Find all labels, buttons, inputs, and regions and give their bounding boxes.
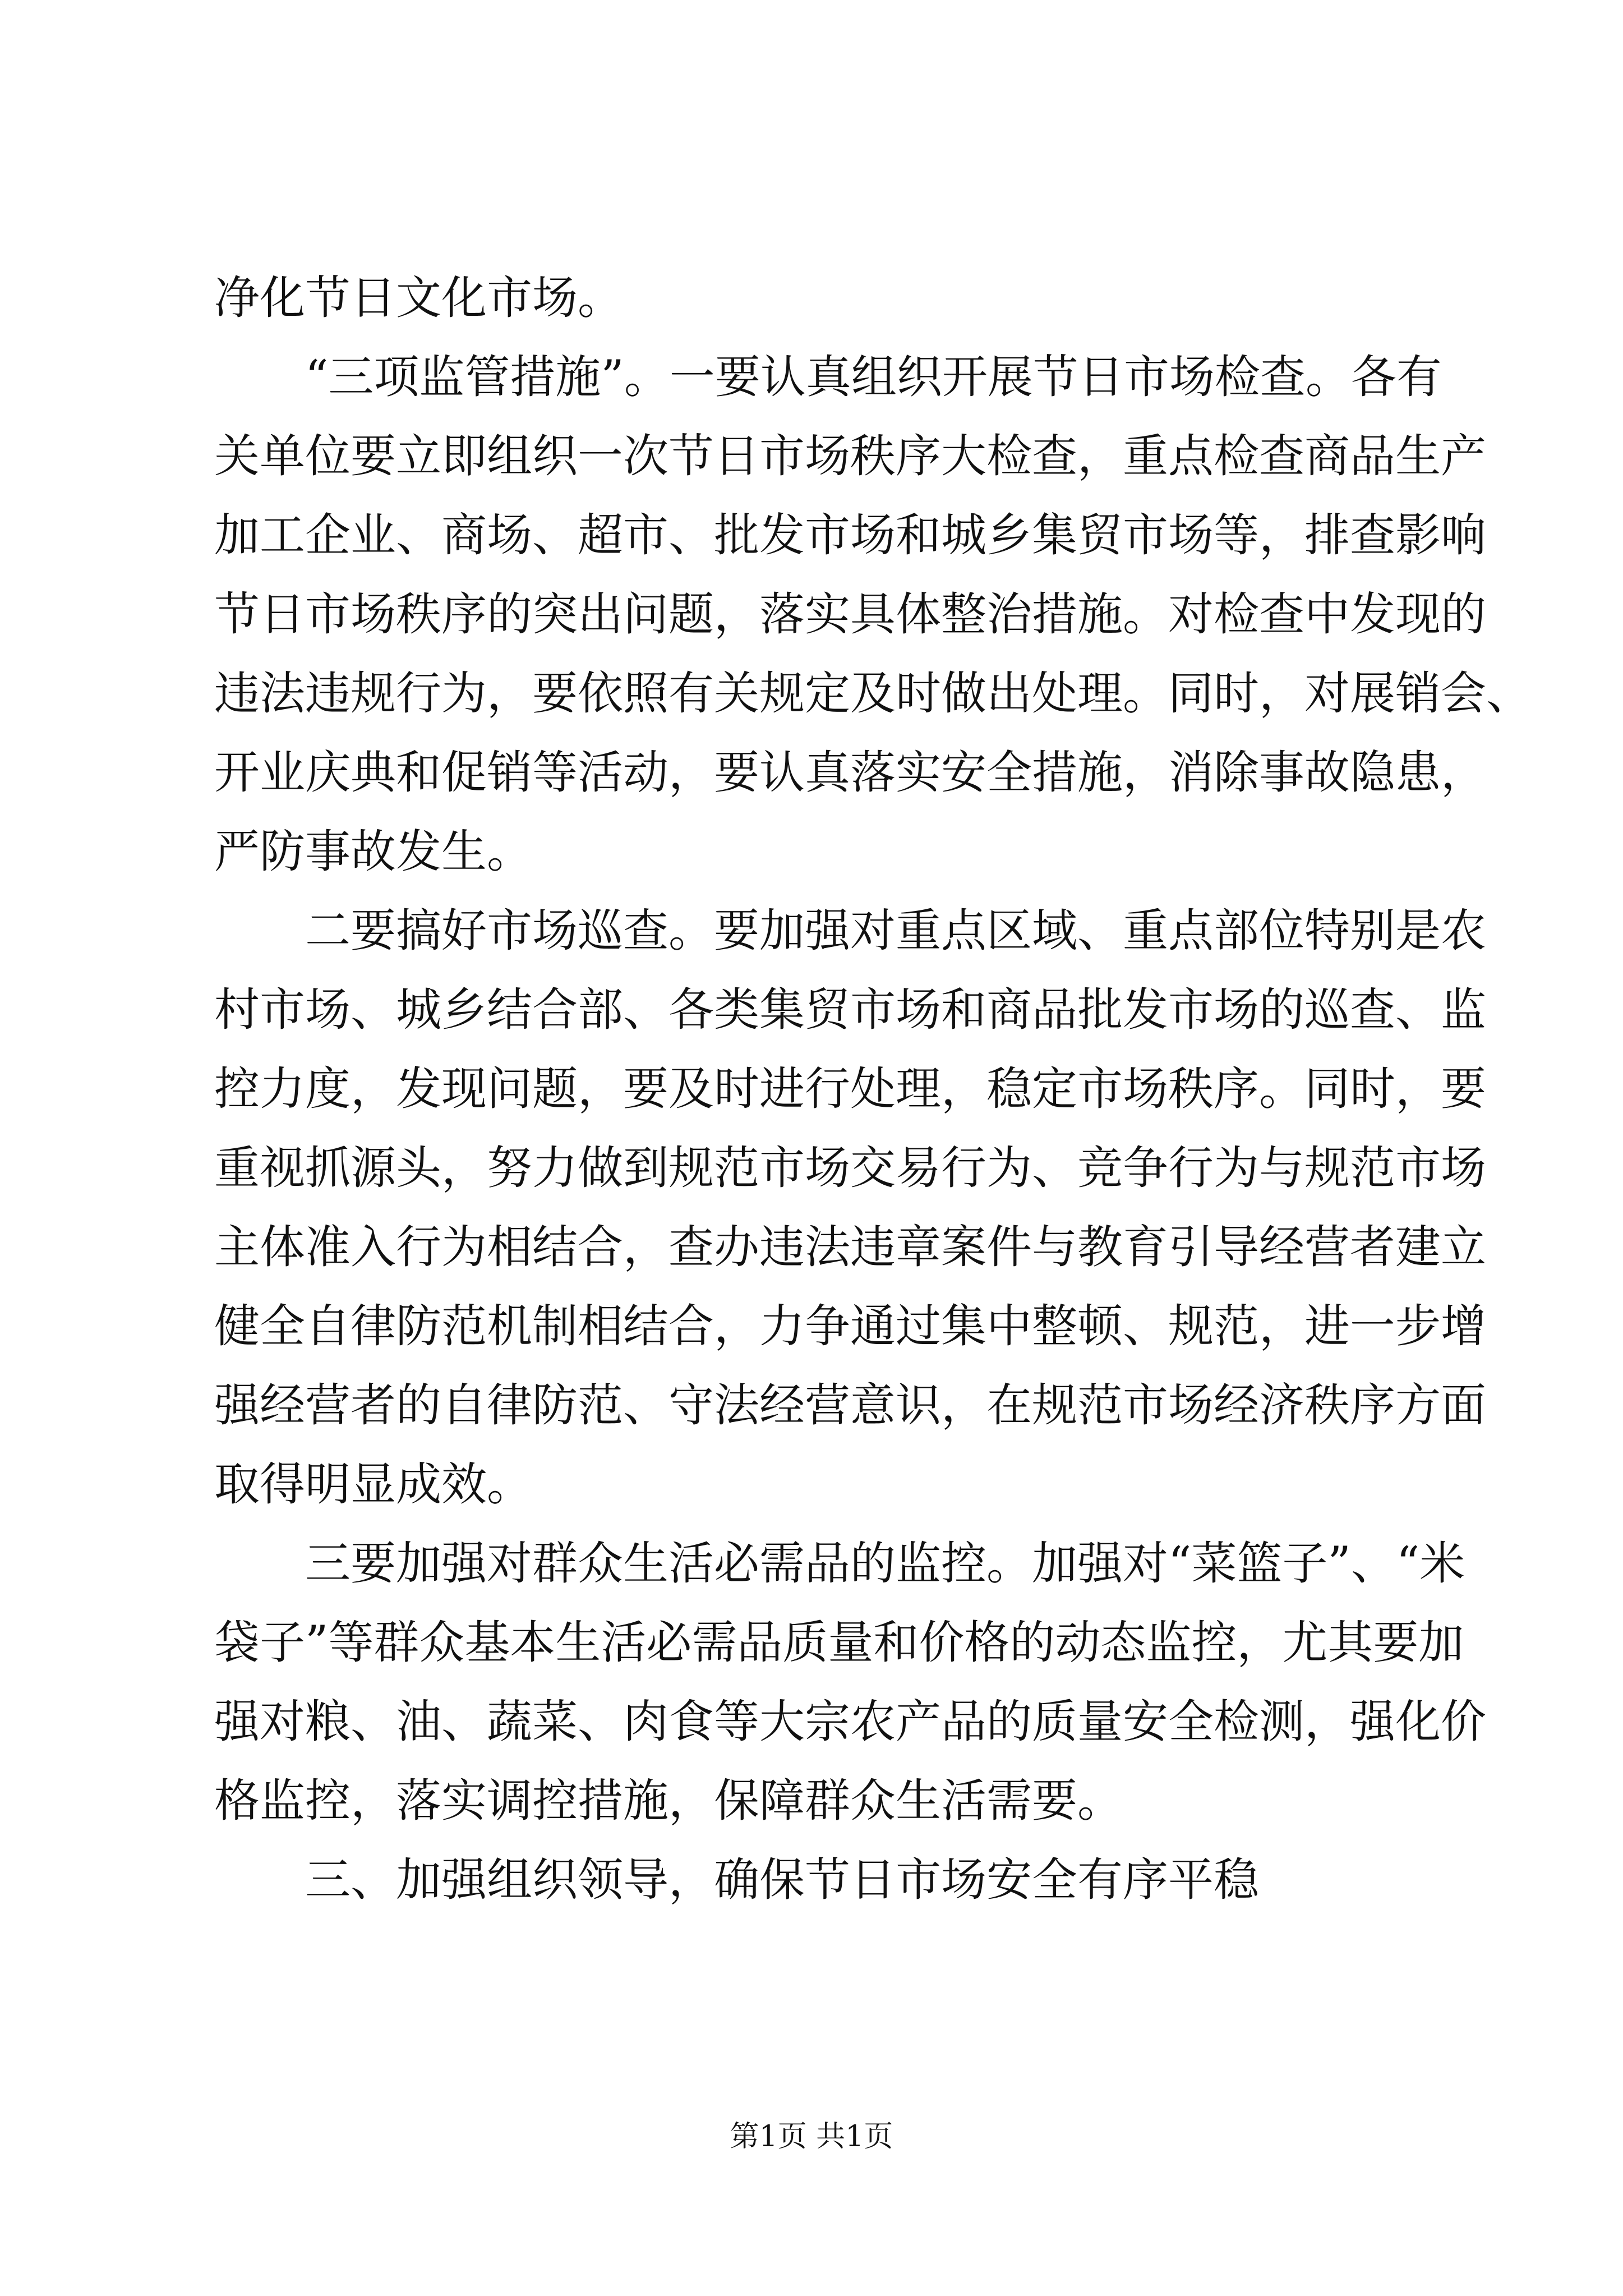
text-line: 关单位要立即组织一次节日市场秩序大检查，重点检查商品生产 xyxy=(214,430,1487,483)
text-line: 强对粮、油、蔬菜、肉食等大宗农产品的质量安全检测，强化价 xyxy=(214,1696,1487,1749)
text-line: 强经营者的自律防范、守法经营意识，在规范市场经济秩序方面 xyxy=(214,1379,1487,1432)
page-footer: 第1页 共1页 xyxy=(730,2120,893,2154)
text-line: 加工企业、商场、超市、批发市场和城乡集贸市场等，排查影响 xyxy=(214,509,1487,562)
text-line: 村市场、城乡结合部、各类集贸市场和商品批发市场的巡查、监 xyxy=(214,984,1487,1037)
text-line: 控力度，发现问题，要及时进行处理，稳定市场秩序。同时，要 xyxy=(214,1063,1487,1116)
text-line: 重视抓源头，努力做到规范市场交易行为、竞争行为与规范市场 xyxy=(214,1142,1487,1195)
text-line: 袋子”等群众基本生活必需品质量和价格的动态监控，尤其要加 xyxy=(214,1617,1464,1669)
paragraph-3-line: 三要加强对群众生活必需品的监控。加强对“菜篮子”、“米 xyxy=(305,1538,1465,1590)
text-line: 格监控，落实调控措施，保障群众生活需要。 xyxy=(214,1775,1123,1828)
text-line: 主体准入行为相结合，查办违法违章案件与教育引导经营者建立 xyxy=(214,1221,1487,1274)
text-line: 违法违规行为，要依照有关规定及时做出处理。同时，对展销会、 xyxy=(214,668,1532,720)
text-line: 开业庆典和促销等活动，要认真落实安全措施，消除事故隐患， xyxy=(214,747,1487,799)
text-line: 健全自律防范机制相结合，力争通过集中整顿、规范，进一步增 xyxy=(214,1300,1487,1353)
section-heading: 三、加强组织领导，确保节日市场安全有序平稳 xyxy=(305,1854,1260,1907)
text-line: 取得明显成效。 xyxy=(214,1458,533,1511)
paragraph-2-line: 二要搞好市场巡查。要加强对重点区域、重点部位特别是农 xyxy=(305,905,1487,958)
text-line: 净化节日文化市场。 xyxy=(214,272,624,325)
paragraph-1-line: “三项监管措施”。一要认真组织开展节日市场检查。各有 xyxy=(305,351,1442,404)
text-line: 严防事故发生。 xyxy=(214,826,533,878)
text-line: 节日市场秩序的突出问题，落实具体整治措施。对检查中发现的 xyxy=(214,588,1487,641)
